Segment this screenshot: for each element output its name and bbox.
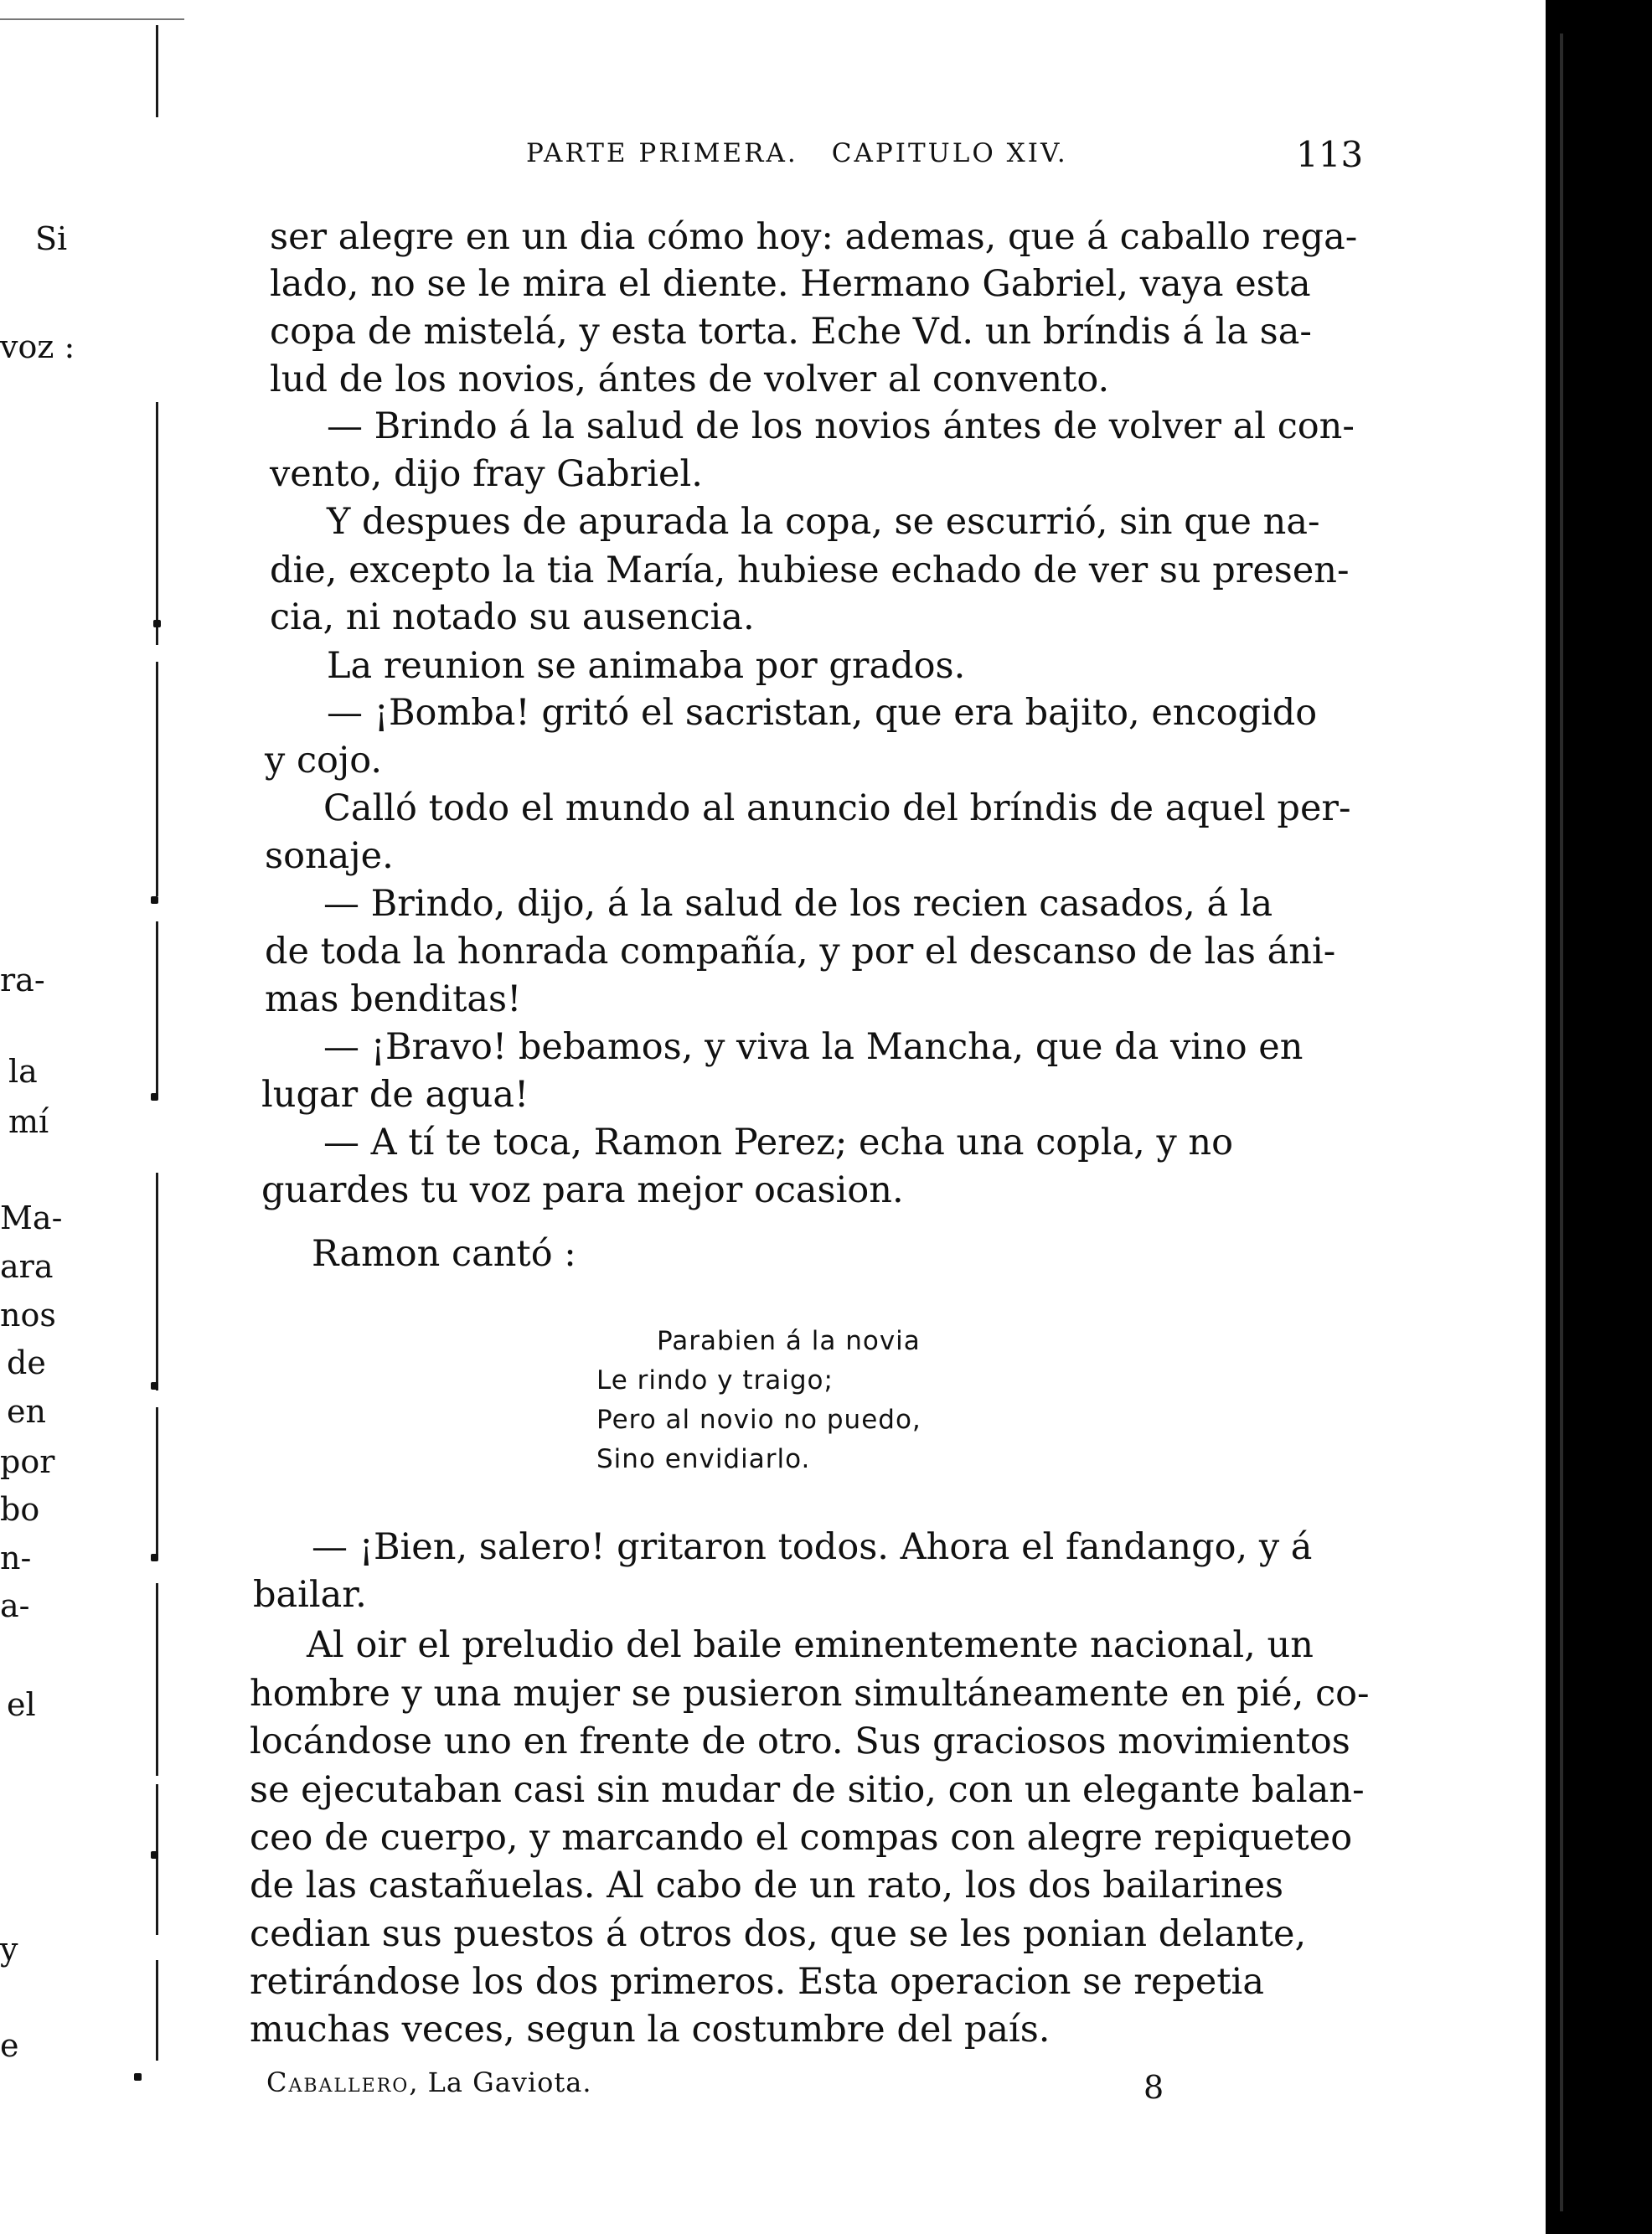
top-edge-rule <box>0 18 184 20</box>
text-line: de toda la honrada compañía, y por el descanso de las áni- <box>265 931 1336 973</box>
gutter-line <box>156 1960 158 2061</box>
gutter-line <box>156 402 158 645</box>
text-line: lugar de agua! <box>261 1074 529 1116</box>
margin-fragment: y <box>0 1931 18 1968</box>
verse-line: Le rindo y traigo; <box>596 1365 834 1396</box>
text-line: — Brindo, dijo, á la salud de los recien casados, á la <box>323 883 1273 925</box>
verse-line: Sino envidiarlo. <box>596 1444 811 1474</box>
margin-fragment: n- <box>0 1540 32 1576</box>
footer-title: , La Gaviota. <box>409 2066 592 2098</box>
page-right-edge <box>1560 34 1563 2211</box>
gutter-line <box>156 1173 158 1390</box>
margin-fragment: bo <box>0 1491 40 1528</box>
margin-fragment: en <box>7 1393 46 1430</box>
text-line: bailar. <box>253 1574 367 1616</box>
text-line: lud de los novios, ántes de volver al convento. <box>270 359 1110 400</box>
margin-fragment: a- <box>0 1587 30 1624</box>
text-line: ceo de cuerpo, y marcando el compas con alegre repiqueteo <box>250 1817 1353 1859</box>
gutter-line <box>156 1784 158 1935</box>
gutter-mark <box>151 1093 158 1101</box>
text-line: — ¡Bien, salero! gritaron todos. Ahora el fandango, y á <box>312 1526 1313 1568</box>
verse-line: Pero al novio no puedo, <box>596 1405 922 1435</box>
text-line: vento, dijo fray Gabriel. <box>270 453 703 495</box>
text-line: cia, ni notado su ausencia. <box>270 596 755 638</box>
text-line: locándose uno en frente de otro. Sus graciosos movimientos <box>250 1721 1350 1762</box>
text-line: muchas veces, segun la costumbre del país. <box>250 2009 1051 2051</box>
margin-fragment: voz : <box>0 328 75 365</box>
text-line: cedian sus puestos á otros dos, que se les ponian delante, <box>250 1913 1307 1955</box>
verse-line: Parabien á la novia <box>657 1326 921 1356</box>
margin-fragment: por <box>0 1443 55 1480</box>
text-line: copa de mistelá, y esta torta. Eche Vd. un bríndis á la sa- <box>270 311 1312 353</box>
text-line: — ¡Bomba! gritó el sacristan, que era bajito, encogido <box>327 692 1318 734</box>
margin-fragment: ara <box>0 1248 54 1285</box>
running-head-chapter: CAPITULO XIV. <box>831 138 1068 168</box>
gutter-line <box>156 1583 158 1776</box>
gutter-mark <box>151 1851 158 1859</box>
gutter-mark <box>151 896 158 904</box>
margin-fragment: Si <box>35 220 68 257</box>
margin-fragment: Ma- <box>0 1200 63 1236</box>
text-line: mas benditas! <box>265 978 522 1020</box>
margin-fragment: e <box>0 2027 19 2064</box>
page-number: 113 <box>1296 134 1364 175</box>
text-line: y cojo. <box>265 740 383 782</box>
margin-fragment: la <box>8 1053 38 1090</box>
text-line: — ¡Bravo! bebamos, y viva la Mancha, que da vino en <box>323 1026 1304 1068</box>
text-line: Y despues de apurada la copa, se escurrió, sin que na- <box>327 501 1320 543</box>
text-line: Al oir el preludio del baile eminentemente nacional, un <box>307 1624 1314 1666</box>
margin-fragment: de <box>7 1344 46 1381</box>
gutter-line <box>156 1407 158 1558</box>
text-line: guardes tu voz para mejor ocasion. <box>261 1169 904 1211</box>
text-line: ser alegre en un dia cómo hoy: ademas, que á caballo rega- <box>270 216 1358 258</box>
text-line: Ramon cantó : <box>312 1233 576 1275</box>
gutter-line <box>156 662 158 896</box>
signature-mark: 8 <box>1143 2069 1164 2106</box>
margin-fragment: el <box>7 1686 36 1723</box>
text-line: La reunion se animaba por grados. <box>327 645 966 687</box>
text-line: — Brindo á la salud de los novios ántes de volver al con- <box>327 405 1355 447</box>
footer-signature <box>266 2066 591 2098</box>
gutter-mark <box>134 2073 142 2081</box>
text-line: hombre y una mujer se pusieron simultáneamente en pié, co- <box>250 1673 1370 1715</box>
text-line: sonaje. <box>265 835 394 877</box>
gutter-line <box>156 921 158 1097</box>
text-line: lado, no se le mira el diente. Hermano Gabriel, vaya esta <box>270 263 1311 305</box>
text-line: de las castañuelas. Al cabo de un rato, los dos bailarines <box>250 1865 1284 1906</box>
text-line: die, excepto la tia María, hubiese echado de ver su presen- <box>270 549 1350 591</box>
gutter-line <box>156 25 158 117</box>
gutter-mark <box>153 620 161 627</box>
text-line: retirándose los dos primeros. Esta operacion se repetia <box>250 1961 1264 2003</box>
gutter-mark <box>151 1554 158 1561</box>
margin-fragment: ra- <box>0 962 45 998</box>
gutter-mark <box>151 1382 158 1390</box>
margin-fragment: nos <box>0 1297 56 1334</box>
margin-fragment: mí <box>8 1103 49 1140</box>
text-line: — A tí te toca, Ramon Perez; echa una copla, y no <box>323 1122 1233 1163</box>
text-line: se ejecutaban casi sin mudar de sitio, con un elegante balan- <box>250 1769 1365 1811</box>
text-line: Calló todo el mundo al anuncio del bríndis de aquel per- <box>323 787 1351 829</box>
running-head <box>526 138 1068 168</box>
footer-author: Caballero <box>266 2066 410 2098</box>
running-head-part: PARTE PRIMERA. <box>526 138 798 168</box>
